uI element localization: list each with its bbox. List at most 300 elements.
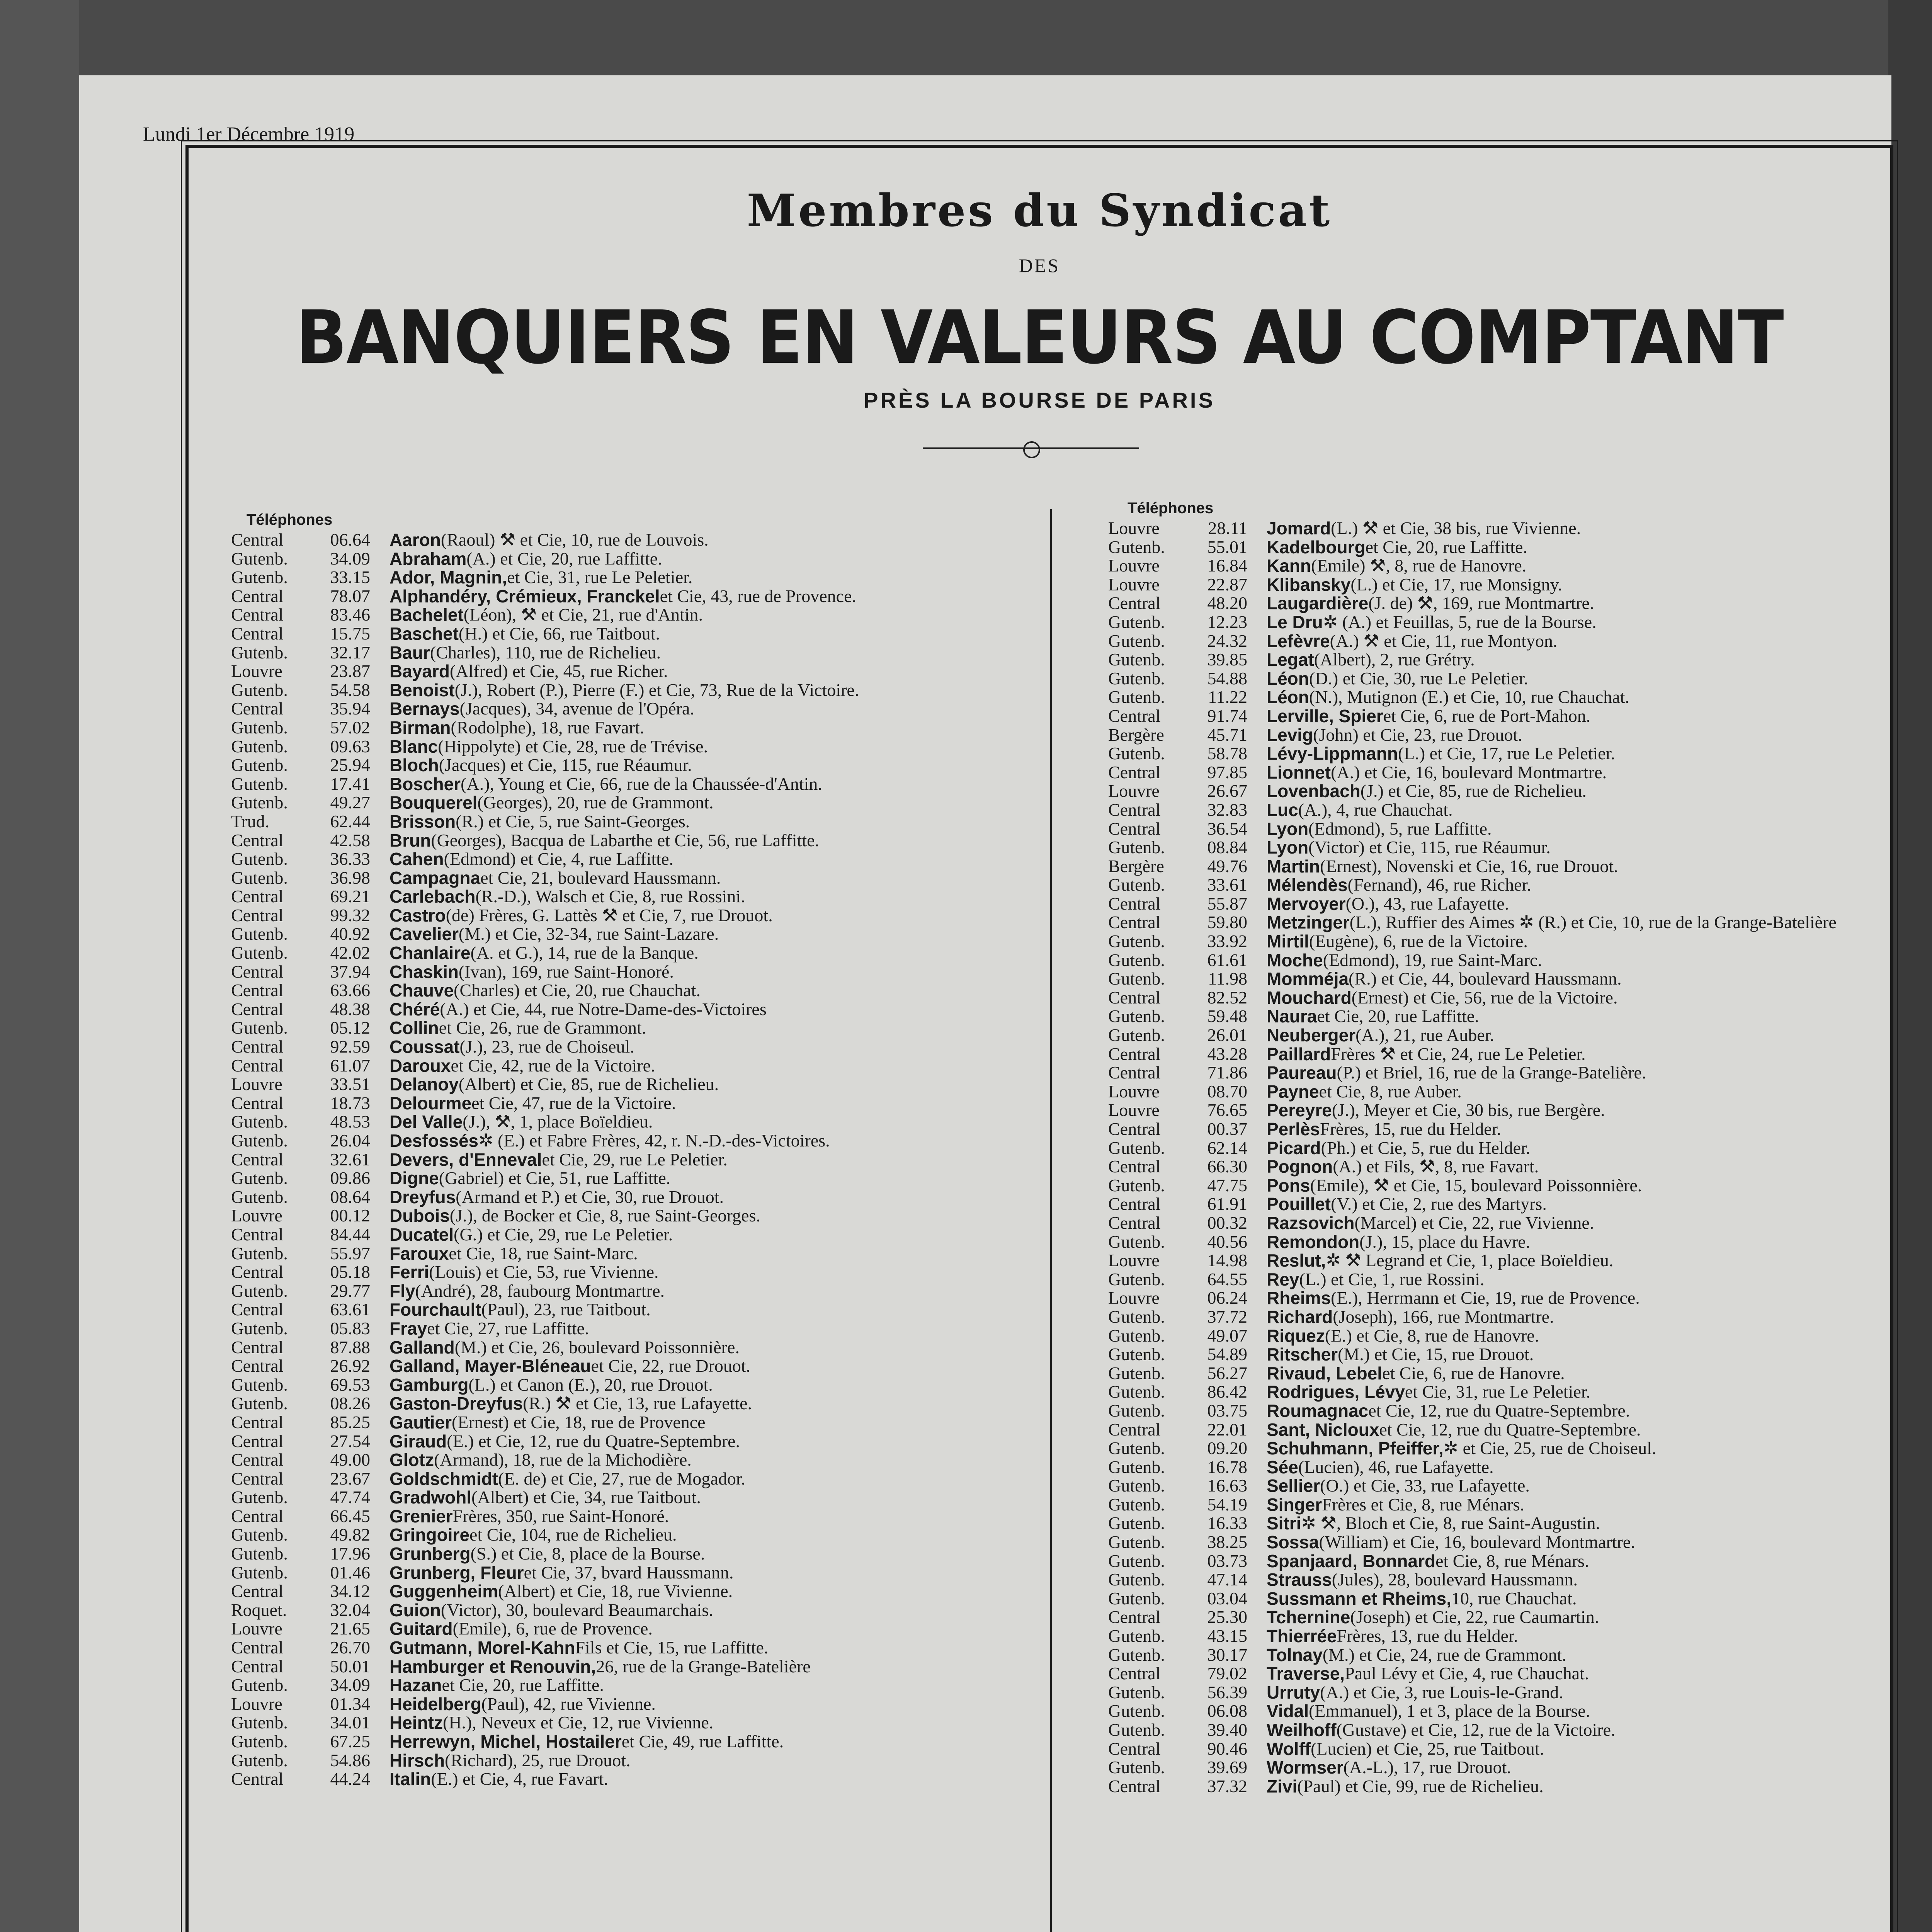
exchange: Central bbox=[1108, 593, 1161, 613]
member-name: Desfossés bbox=[389, 1131, 479, 1151]
tel-number: 01.34 bbox=[330, 1694, 370, 1714]
member-address: 26, rue de la Grange-Batelière bbox=[596, 1656, 811, 1676]
member-row bbox=[1108, 1214, 1837, 1233]
member-row bbox=[231, 1319, 859, 1338]
tel-number: 16.63 bbox=[1207, 1476, 1247, 1496]
member-address: (A.) et Cie, 20, rue Laffitte. bbox=[466, 548, 662, 568]
member-row bbox=[1108, 1157, 1837, 1176]
tel-number: 30.17 bbox=[1207, 1645, 1247, 1665]
exchange: Gutenb. bbox=[231, 849, 288, 869]
member-address: ✲ ⚒ Legrand et Cie, 1, place Boïeldieu. bbox=[1326, 1250, 1614, 1270]
tel-number: 64.55 bbox=[1207, 1269, 1247, 1289]
member-name: Léon bbox=[1267, 687, 1309, 707]
member-name: Rheims bbox=[1267, 1288, 1331, 1308]
tel-number: 12.23 bbox=[1207, 612, 1247, 632]
member-address: (Paul), 23, rue Taitbout. bbox=[481, 1299, 651, 1320]
title-bourse: PRÈS LA BOURSE DE PARIS bbox=[864, 388, 1215, 412]
exchange: Gutenb. bbox=[1108, 1457, 1165, 1477]
member-name: Delourme bbox=[389, 1093, 472, 1113]
member-name: Campagna bbox=[389, 867, 481, 888]
member-row bbox=[1108, 1476, 1837, 1495]
member-row bbox=[1108, 1289, 1837, 1308]
member-name: Kadelbourg bbox=[1267, 537, 1366, 557]
member-row bbox=[231, 1432, 859, 1451]
member-row bbox=[231, 1469, 859, 1488]
member-name: Faroux bbox=[389, 1243, 449, 1264]
exchange: Central bbox=[231, 586, 284, 606]
exchange: Louvre bbox=[231, 1206, 282, 1226]
member-row bbox=[231, 1732, 859, 1751]
tel-number: 76.65 bbox=[1207, 1100, 1247, 1120]
tel-number: 50.01 bbox=[330, 1656, 370, 1676]
member-address: (J.), Meyer et Cie, 30 bis, rue Bergère. bbox=[1332, 1100, 1605, 1120]
exchange: Gutenb. bbox=[1108, 1400, 1165, 1420]
member-address: (L.) et Cie, 17, rue Monsigny. bbox=[1350, 574, 1562, 594]
member-address: (Eugène), 6, rue de la Victoire. bbox=[1309, 931, 1528, 951]
exchange: Central bbox=[231, 1037, 284, 1057]
member-name: Mirtil bbox=[1267, 931, 1309, 952]
exchange: Louvre bbox=[231, 1619, 282, 1639]
member-name: Picard bbox=[1267, 1138, 1321, 1158]
exchange: Gutenb. bbox=[1108, 1175, 1165, 1195]
member-name: Wolff bbox=[1267, 1738, 1311, 1759]
member-row bbox=[231, 1488, 859, 1507]
member-address: (Charles), 110, rue de Richelieu. bbox=[430, 642, 661, 662]
exchange: Louvre bbox=[1108, 1100, 1160, 1120]
member-address: (Albert) et Cie, 18, rue Vivienne. bbox=[498, 1581, 733, 1601]
exchange: Gutenb. bbox=[231, 1374, 288, 1395]
member-address: (Victor) et Cie, 115, rue Réaumur. bbox=[1308, 837, 1551, 857]
exchange: Gutenb. bbox=[1108, 1532, 1165, 1552]
member-address: et Cie, 20, rue Laffitte. bbox=[1365, 537, 1527, 557]
member-name: Lovenbach bbox=[1267, 781, 1361, 801]
exchange: Central bbox=[1108, 987, 1161, 1007]
member-row bbox=[231, 925, 859, 944]
exchange: Gutenb. bbox=[1108, 1382, 1165, 1402]
tel-label-left: Téléphones bbox=[247, 511, 333, 528]
exchange: Central bbox=[1108, 1419, 1161, 1439]
member-name: Fly bbox=[389, 1281, 415, 1301]
member-row bbox=[1108, 1176, 1837, 1195]
exchange: Central bbox=[1108, 799, 1161, 820]
member-name: Wormser bbox=[1267, 1757, 1344, 1778]
member-address: (E.), Herrmann et Cie, 19, rue de Provence. bbox=[1331, 1288, 1640, 1308]
member-address: (J.), 23, rue de Choiseul. bbox=[459, 1037, 634, 1057]
exchange: Gutenb. bbox=[1108, 1626, 1165, 1646]
tel-number: 39.85 bbox=[1207, 650, 1247, 670]
member-name: Perlès bbox=[1267, 1119, 1320, 1139]
member-row bbox=[1108, 1570, 1837, 1589]
member-address: (Ivan), 169, rue Saint-Honoré. bbox=[458, 961, 674, 981]
exchange: Gutenb. bbox=[231, 680, 288, 700]
exchange: Gutenb. bbox=[231, 1393, 288, 1413]
tel-number: 62.14 bbox=[1207, 1138, 1247, 1158]
member-address: (Ph.) et Cie, 5, rue du Helder. bbox=[1321, 1138, 1531, 1158]
tel-number: 22.01 bbox=[1207, 1419, 1247, 1439]
member-row bbox=[1108, 1627, 1837, 1646]
member-address: (Rodolphe), 18, rue Favart. bbox=[451, 717, 645, 737]
member-name: Cahen bbox=[389, 849, 444, 869]
member-row bbox=[231, 1394, 859, 1413]
tel-number: 48.20 bbox=[1207, 593, 1247, 613]
exchange: Central bbox=[1108, 1156, 1161, 1177]
member-name: Gutmann, Morel-Kahn bbox=[389, 1638, 575, 1658]
tel-number: 58.78 bbox=[1207, 743, 1247, 764]
member-name: Sossa bbox=[1267, 1532, 1319, 1553]
member-address: (Emile), 6, rue de Provence. bbox=[452, 1619, 653, 1639]
exchange: Gutenb. bbox=[231, 1675, 288, 1695]
exchange: Gutenb. bbox=[231, 755, 288, 775]
member-address: et Cie, 26, rue de Grammont. bbox=[439, 1018, 646, 1038]
tel-number: 54.88 bbox=[1207, 668, 1247, 688]
member-row bbox=[231, 1676, 859, 1695]
member-row bbox=[1108, 1026, 1837, 1045]
member-name: Tolnay bbox=[1267, 1645, 1323, 1665]
member-address: (L.) ⚒ et Cie, 38 bis, rue Vivienne. bbox=[1331, 518, 1581, 538]
member-address: (Albert) et Cie, 34, rue Taitbout. bbox=[471, 1487, 701, 1507]
member-row bbox=[231, 624, 859, 643]
tel-number: 18.73 bbox=[330, 1093, 370, 1113]
left-gutter bbox=[0, 0, 79, 1932]
member-row bbox=[1108, 1740, 1837, 1759]
exchange: Gutenb. bbox=[1108, 687, 1165, 707]
tel-number: 66.45 bbox=[330, 1506, 370, 1526]
member-row bbox=[231, 718, 859, 737]
member-address: (Lucien), 46, rue Lafayette. bbox=[1298, 1457, 1494, 1477]
exchange: Gutenb. bbox=[231, 867, 288, 888]
member-address: (Armand et P.) et Cie, 30, rue Drouot. bbox=[456, 1187, 724, 1207]
exchange: Gutenb. bbox=[231, 924, 288, 944]
exchange: Louvre bbox=[1108, 556, 1160, 576]
member-row bbox=[1108, 1439, 1837, 1458]
member-row bbox=[231, 1770, 859, 1789]
exchange: Gutenb. bbox=[1108, 1138, 1165, 1158]
member-name: Dreyfus bbox=[389, 1187, 456, 1207]
exchange: Central bbox=[231, 1468, 284, 1488]
tel-number: 55.01 bbox=[1207, 537, 1247, 557]
exchange: Gutenb. bbox=[1108, 1025, 1165, 1045]
exchange: Trud. bbox=[231, 811, 270, 831]
exchange: Central bbox=[231, 1055, 284, 1075]
tel-number: 34.09 bbox=[330, 1675, 370, 1695]
tel-number: 55.97 bbox=[330, 1243, 370, 1263]
member-row bbox=[231, 775, 859, 794]
member-address: (Jules), 28, boulevard Haussmann. bbox=[1332, 1570, 1578, 1590]
member-address: (Ernest), Novenski et Cie, 16, rue Drouot. bbox=[1320, 856, 1618, 876]
member-name: Gaston-Dreyfus bbox=[389, 1393, 523, 1414]
member-row bbox=[1108, 782, 1837, 801]
tel-number: 00.37 bbox=[1207, 1119, 1247, 1139]
member-row bbox=[231, 1657, 859, 1676]
member-address: et Cie, 20, rue Laffitte. bbox=[442, 1675, 604, 1695]
exchange: Gutenb. bbox=[1108, 931, 1165, 951]
member-name: Roumagnac bbox=[1267, 1400, 1369, 1421]
member-row bbox=[231, 1056, 859, 1075]
tel-number: 61.61 bbox=[1207, 950, 1247, 970]
member-address: (Edmond) et Cie, 4, rue Laffitte. bbox=[444, 849, 673, 869]
member-name: Klibansky bbox=[1267, 574, 1351, 595]
member-address: (S.) et Cie, 8, place de la Bourse. bbox=[470, 1544, 705, 1564]
member-row bbox=[1108, 857, 1837, 876]
exchange: Central bbox=[231, 1337, 284, 1357]
exchange: Gutenb. bbox=[231, 548, 288, 568]
member-row bbox=[1108, 1702, 1837, 1721]
tel-number: 47.75 bbox=[1207, 1175, 1247, 1195]
tel-number: 61.91 bbox=[1207, 1194, 1247, 1214]
tel-number: 05.18 bbox=[330, 1262, 370, 1282]
member-row bbox=[1108, 763, 1837, 782]
member-row bbox=[1108, 1683, 1837, 1702]
member-address: (Marcel) et Cie, 22, rue Vivienne. bbox=[1354, 1213, 1594, 1233]
member-row bbox=[1108, 1458, 1837, 1477]
member-address: et Cie, 43, rue de Provence. bbox=[660, 586, 857, 606]
member-name: Herrewyn, Michel, Hostailer bbox=[389, 1731, 622, 1752]
exchange: Gutenb. bbox=[1108, 612, 1165, 632]
member-row bbox=[231, 906, 859, 925]
member-address: (G.) et Cie, 29, rue Le Peletier. bbox=[454, 1224, 673, 1244]
tel-number: 25.94 bbox=[330, 755, 370, 775]
member-row bbox=[1108, 932, 1837, 951]
exchange: Gutenb. bbox=[1108, 1325, 1165, 1345]
exchange: Gutenb. bbox=[1108, 1306, 1165, 1327]
member-address: (Edmond), 5, rue Laffitte. bbox=[1308, 818, 1492, 838]
member-row bbox=[231, 549, 859, 568]
member-row bbox=[231, 1713, 859, 1732]
member-address: (André), 28, faubourg Montmartre. bbox=[415, 1281, 665, 1301]
member-row bbox=[231, 1582, 859, 1601]
member-row bbox=[1108, 1401, 1837, 1420]
tel-number: 40.92 bbox=[330, 924, 370, 944]
member-address: (H.), Neveux et Cie, 12, rue Vivienne. bbox=[443, 1713, 714, 1733]
tel-number: 39.69 bbox=[1207, 1757, 1247, 1777]
member-name: Lyon bbox=[1267, 818, 1309, 839]
member-address: et Cie, 104, rue de Richelieu. bbox=[469, 1525, 677, 1545]
member-address: (Albert) et Cie, 85, rue de Richelieu. bbox=[458, 1074, 719, 1094]
exchange: Gutenb. bbox=[1108, 1344, 1165, 1364]
member-address: et Cie, 49, rue Laffitte. bbox=[621, 1731, 784, 1751]
member-name: Le Dru bbox=[1267, 612, 1323, 632]
tel-number: 26.01 bbox=[1207, 1025, 1247, 1045]
tel-label-right: Téléphones bbox=[1128, 500, 1214, 517]
member-address: (L.) et Canon (E.), 20, rue Drouot. bbox=[468, 1374, 713, 1395]
member-name: Weilhoff bbox=[1267, 1720, 1337, 1740]
exchange: Central bbox=[1108, 1776, 1161, 1796]
title-des: DES bbox=[1019, 255, 1060, 276]
member-name: Dubois bbox=[389, 1206, 450, 1226]
member-name: Legat bbox=[1267, 650, 1314, 670]
tel-number: 45.71 bbox=[1207, 724, 1247, 745]
member-name: Sussmann et Rheims, bbox=[1267, 1588, 1452, 1609]
tel-number: 86.42 bbox=[1207, 1382, 1247, 1402]
tel-number: 63.66 bbox=[330, 980, 370, 1000]
exchange: Gutenb. bbox=[1108, 1513, 1165, 1533]
member-address: ✲ ⚒, Bloch et Cie, 8, rue Saint-Augustin. bbox=[1301, 1513, 1600, 1533]
tel-number: 32.17 bbox=[330, 642, 370, 662]
exchange: Gutenb. bbox=[1108, 1363, 1165, 1383]
exchange: Central bbox=[231, 1506, 284, 1526]
member-address: (Jacques) et Cie, 115, rue Réaumur. bbox=[439, 755, 692, 775]
exchange: Gutenb. bbox=[231, 1562, 288, 1582]
tel-number: 06.64 bbox=[330, 530, 370, 549]
member-name: Glotz bbox=[389, 1450, 434, 1470]
member-name: Rivaud, Lebel bbox=[1267, 1363, 1383, 1383]
exchange: Central bbox=[231, 1581, 284, 1601]
exchange: Central bbox=[1108, 912, 1161, 932]
tel-number: 83.46 bbox=[330, 605, 370, 625]
member-address: (de) Frères, G. Lattès ⚒ et Cie, 7, rue Drouot. bbox=[446, 905, 773, 925]
member-name: Payne bbox=[1267, 1081, 1319, 1102]
member-row bbox=[231, 1244, 859, 1263]
member-row bbox=[231, 1206, 859, 1225]
tel-number: 32.04 bbox=[330, 1600, 370, 1620]
tel-number: 82.52 bbox=[1207, 987, 1247, 1007]
member-row bbox=[1108, 1758, 1837, 1777]
member-name: Aaron bbox=[389, 530, 441, 550]
tel-number: 92.59 bbox=[330, 1037, 370, 1057]
member-row bbox=[1108, 913, 1837, 932]
exchange: Central bbox=[231, 1149, 284, 1169]
exchange: Central bbox=[1108, 893, 1161, 913]
tel-number: 33.92 bbox=[1207, 931, 1247, 951]
member-row bbox=[231, 1638, 859, 1657]
member-address: et Cie, 20, rue Laffitte. bbox=[1317, 1006, 1479, 1026]
member-row bbox=[1108, 1120, 1837, 1139]
tel-number: 62.44 bbox=[330, 811, 370, 831]
member-name: Razsovich bbox=[1267, 1213, 1355, 1233]
member-address: (L.) et Cie, 1, rue Rossini. bbox=[1299, 1269, 1485, 1289]
tel-number: 17.96 bbox=[330, 1544, 370, 1564]
exchange: Gutenb. bbox=[231, 793, 288, 813]
member-address: et Cie, 27, rue Laffitte. bbox=[427, 1318, 589, 1338]
member-row bbox=[231, 568, 859, 587]
exchange: Gutenb. bbox=[231, 1544, 288, 1564]
member-row bbox=[231, 1037, 859, 1056]
member-address: (Louis) et Cie, 53, rue Vivienne. bbox=[429, 1262, 659, 1282]
exchange: Gutenb. bbox=[231, 1731, 288, 1751]
exchange: Gutenb. bbox=[1108, 1720, 1165, 1740]
exchange: Gutenb. bbox=[231, 1112, 288, 1132]
tel-number: 37.72 bbox=[1207, 1306, 1247, 1327]
member-name: Collin bbox=[389, 1018, 439, 1038]
member-row bbox=[1108, 988, 1837, 1007]
member-address: (Paul), 42, rue Vivienne. bbox=[481, 1694, 656, 1714]
exchange: Louvre bbox=[1108, 781, 1160, 801]
member-row bbox=[231, 1751, 859, 1770]
member-name: Birman bbox=[389, 717, 451, 738]
member-row bbox=[231, 1376, 859, 1395]
member-name: Daroux bbox=[389, 1055, 451, 1076]
member-row bbox=[231, 1507, 859, 1526]
member-name: Lyon bbox=[1267, 837, 1309, 858]
syndicat-frame bbox=[185, 145, 1893, 1932]
tel-number: 16.84 bbox=[1207, 556, 1247, 576]
title-banquiers: BANQUIERS EN VALEURS AU COMPTANT bbox=[296, 295, 1783, 380]
tel-number: 56.27 bbox=[1207, 1363, 1247, 1383]
exchange: Gutenb. bbox=[1108, 1269, 1165, 1289]
member-row bbox=[1108, 726, 1837, 745]
tel-number: 24.32 bbox=[1207, 631, 1247, 651]
member-row bbox=[231, 1169, 859, 1188]
tel-number: 08.26 bbox=[330, 1393, 370, 1413]
member-name: Benoist bbox=[389, 680, 455, 700]
tel-number: 47.14 bbox=[1207, 1570, 1247, 1590]
member-row bbox=[1108, 1195, 1837, 1214]
tel-number: 08.84 bbox=[1207, 837, 1247, 857]
member-address: et Cie, 21, boulevard Haussmann. bbox=[480, 867, 721, 888]
member-name: Guggenheim bbox=[389, 1581, 498, 1602]
exchange: Louvre bbox=[1108, 1288, 1160, 1308]
member-address: (Ernest) et Cie, 18, rue de Provence bbox=[452, 1412, 706, 1432]
member-name: Grunberg bbox=[389, 1544, 471, 1564]
exchange: Gutenb. bbox=[231, 1713, 288, 1733]
tel-number: 34.01 bbox=[330, 1713, 370, 1733]
exchange: Central bbox=[231, 1412, 284, 1432]
exchange: Central bbox=[231, 1224, 284, 1244]
member-name: Cavelier bbox=[389, 924, 459, 944]
exchange: Louvre bbox=[231, 1074, 282, 1094]
tel-number: 78.07 bbox=[330, 586, 370, 606]
tel-number: 49.00 bbox=[330, 1450, 370, 1470]
exchange: Central bbox=[231, 1431, 284, 1451]
member-name: Chéré bbox=[389, 999, 440, 1019]
tel-number: 32.61 bbox=[330, 1149, 370, 1169]
member-name: Giraud bbox=[389, 1431, 447, 1451]
exchange: Louvre bbox=[1108, 574, 1160, 594]
member-address: et Cie, 8, rue Ménars. bbox=[1435, 1551, 1589, 1571]
exchange: Central bbox=[231, 1093, 284, 1113]
exchange: Central bbox=[231, 830, 284, 850]
member-address: (A.) et Fils, ⚒, 8, rue Favart. bbox=[1333, 1156, 1539, 1177]
member-address: et Cie, 12, rue du Quatre-Septembre. bbox=[1368, 1400, 1630, 1420]
exchange: Louvre bbox=[1108, 1250, 1160, 1270]
member-row bbox=[231, 1019, 859, 1037]
member-address: (J.), 15, place du Havre. bbox=[1359, 1231, 1531, 1252]
member-name: Paureau bbox=[1267, 1063, 1337, 1083]
member-name: Lefèvre bbox=[1267, 631, 1330, 651]
member-row bbox=[231, 963, 859, 981]
member-name: Baschet bbox=[389, 623, 459, 644]
tel-number: 29.77 bbox=[330, 1281, 370, 1301]
member-address: et Cie, 6, rue de Port-Mahon. bbox=[1383, 706, 1591, 726]
member-name: Ducatel bbox=[389, 1224, 454, 1245]
tel-number: 26.70 bbox=[330, 1638, 370, 1658]
member-row bbox=[231, 756, 859, 775]
tel-number: 03.75 bbox=[1207, 1400, 1247, 1420]
tel-number: 16.78 bbox=[1207, 1457, 1247, 1477]
exchange: Central bbox=[1108, 1213, 1161, 1233]
exchange: Louvre bbox=[1108, 1081, 1160, 1101]
member-address: (H.) et Cie, 66, rue Taitbout. bbox=[458, 623, 660, 643]
member-address: (V.) et Cie, 2, rue des Martyrs. bbox=[1331, 1194, 1547, 1214]
member-address: et Cie, 47, rue de la Victoire. bbox=[471, 1093, 676, 1113]
member-name: Luc bbox=[1267, 799, 1298, 820]
member-address: (R.) et Cie, 5, rue Saint-Georges. bbox=[456, 811, 690, 831]
member-name: Neuberger bbox=[1267, 1025, 1356, 1046]
member-row bbox=[1108, 1139, 1837, 1158]
tel-number: 63.61 bbox=[330, 1299, 370, 1320]
tel-number: 90.46 bbox=[1207, 1738, 1247, 1759]
tel-number: 48.38 bbox=[330, 999, 370, 1019]
page-date: Lundi 1er Décembre 1919 bbox=[143, 123, 355, 145]
member-address: (A.), 21, rue Auber. bbox=[1355, 1025, 1495, 1045]
member-address: Frères, 15, rue du Helder. bbox=[1320, 1119, 1501, 1139]
tel-number: 05.12 bbox=[330, 1018, 370, 1038]
member-row bbox=[231, 793, 859, 812]
member-address: et Cie, 8, rue Auber. bbox=[1319, 1081, 1462, 1101]
exchange: Gutenb. bbox=[231, 1018, 288, 1038]
member-row bbox=[1108, 1589, 1837, 1608]
exchange: Central bbox=[231, 623, 284, 643]
